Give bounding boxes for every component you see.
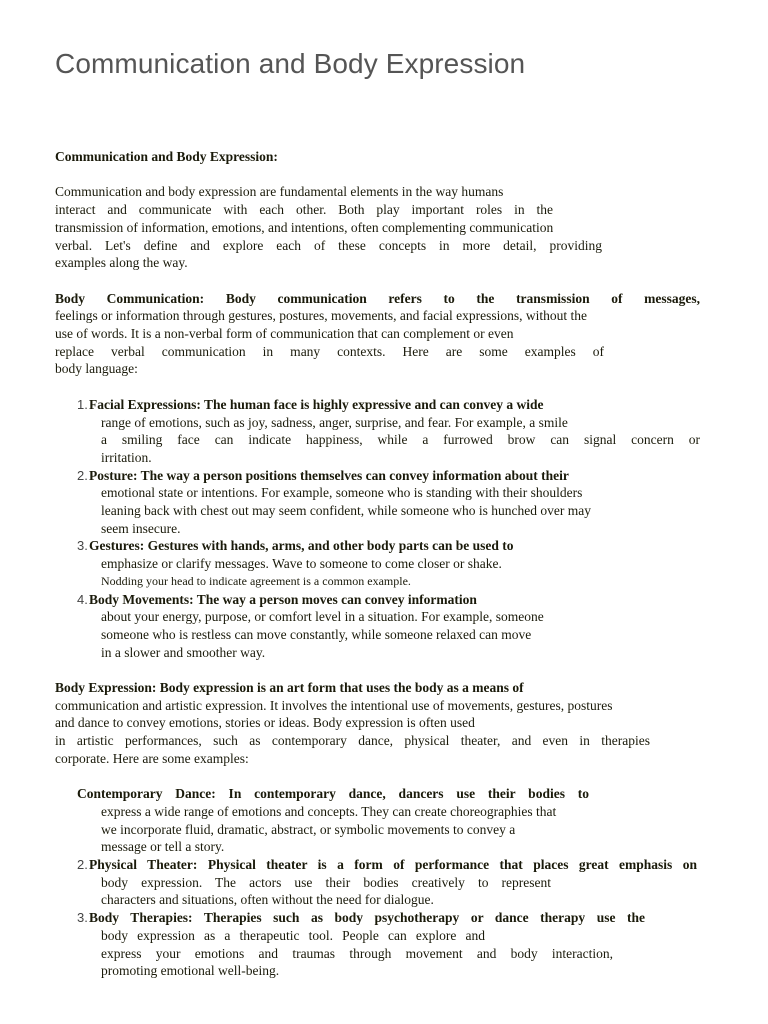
list-item-line: body expression. The actors use their bodies creatively to represent bbox=[101, 874, 551, 890]
intro-line: transmission of information, emotions, and intentions, often complementing communication bbox=[55, 219, 554, 235]
list-item-line: emotional state or intentions. For example, someone who is standing with their shoulders bbox=[101, 485, 583, 501]
body-expression-line: in artistic performances, such as contemporary dance, physical theater, and even in therapies bbox=[55, 733, 650, 749]
body-language-list bbox=[55, 396, 700, 662]
list-item bbox=[55, 591, 700, 662]
list-item-line: emphasize or clarify messages. Wave to someone to come closer or shake. bbox=[101, 556, 502, 572]
list-number: 3. bbox=[77, 910, 88, 926]
intro-line: Communication and body expression are fundamental elements in the way humans bbox=[55, 184, 504, 200]
list-item-line: we incorporate fluid, dramatic, abstract, or symbolic movements to convey a bbox=[101, 821, 516, 837]
list-item-line: characters and situations, often without the need for dialogue. bbox=[101, 892, 434, 908]
body-communication-line: feelings or information through gestures, postures, movements, and facial expressions, without the bbox=[55, 308, 588, 324]
list-item-line: about your energy, purpose, or comfort level in a situation. For example, someone bbox=[101, 609, 544, 625]
list-item-heading: Body Therapies: Therapies such as body psychotherapy or dance therapy use the bbox=[89, 910, 645, 926]
list-item-line: in a slower and smoother way. bbox=[101, 644, 266, 660]
list-item-line: promoting emotional well-being. bbox=[101, 963, 280, 979]
intro-line: verbal. Let's define and explore each of these concepts in more detail, providing bbox=[55, 237, 602, 253]
list-item-line: someone who is restless can move constantly, while someone relaxed can move bbox=[101, 626, 532, 642]
list-item-heading: Physical Theater: Physical theater is a form of performance that places great emphasis on bbox=[89, 857, 697, 873]
list-item bbox=[55, 909, 700, 980]
list-item bbox=[55, 856, 700, 909]
list-item-line: leaning back with chest out may seem confident, while someone who is hunched over may bbox=[101, 503, 591, 519]
list-item-line: express your emotions and traumas through movement and body interaction, bbox=[101, 945, 613, 961]
list-item bbox=[55, 785, 700, 856]
list-number: 4. bbox=[77, 591, 88, 607]
list-item-heading: Facial Expressions: The human face is highly expressive and can convey a wide bbox=[89, 396, 544, 412]
list-number: 1. bbox=[77, 396, 88, 412]
list-item-line: express a wide range of emotions and concepts. They can create choreographies that bbox=[101, 803, 557, 819]
list-item-line: irritation. bbox=[101, 449, 152, 465]
body-expression-line: corporate. Here are some examples: bbox=[55, 750, 249, 766]
section-heading: Communication and Body Expression: bbox=[55, 149, 278, 164]
list-item-heading: Body Movements: The way a person moves can convey information bbox=[89, 591, 477, 607]
document-body bbox=[55, 148, 700, 980]
page-title: Communication and Body Expression bbox=[55, 48, 526, 79]
body-expression-line: and dance to convey emotions, stories or ideas. Body expression is often used bbox=[55, 715, 475, 731]
list-item-line: body expression as a therapeutic tool. People can explore and bbox=[101, 927, 485, 943]
intro-line: interact and communicate with each other. Both play important roles in the bbox=[55, 202, 553, 218]
body-communication-line: body language: bbox=[55, 361, 138, 377]
list-item-line: message or tell a story. bbox=[101, 839, 225, 855]
list-item-heading: Contemporary Dance: In contemporary dance, dancers use their bodies to bbox=[77, 786, 589, 802]
list-number: 2. bbox=[77, 467, 88, 483]
list-item bbox=[55, 537, 700, 590]
list-item-heading: Gestures: Gestures with hands, arms, and other body parts can be used to bbox=[89, 538, 514, 554]
list-number: 3. bbox=[77, 538, 88, 554]
list-item bbox=[55, 467, 700, 538]
list-item-heading: Posture: The way a person positions themselves can convey information about their bbox=[89, 467, 569, 483]
list-item-line: range of emotions, such as joy, sadness, anger, surprise, and fear. For example, a smile bbox=[101, 414, 568, 430]
intro-paragraph bbox=[55, 183, 700, 272]
intro-line: examples along the way. bbox=[55, 255, 188, 271]
list-item-line: seem insecure. bbox=[101, 520, 181, 536]
list-item-line: a smiling face can indicate happiness, while a furrowed brow can signal concern or bbox=[101, 432, 700, 448]
body-expression-list bbox=[55, 785, 700, 980]
body-expression-paragraph bbox=[55, 679, 700, 768]
body-communication-line: use of words. It is a non-verbal form of communication that can complement or even bbox=[55, 326, 514, 341]
body-communication-lead: Body Communication: Body communication refers to the transmission of messages, bbox=[55, 290, 700, 306]
body-communication-line: replace verbal communication in many contexts. Here are some examples of bbox=[55, 343, 604, 359]
list-number: 2. bbox=[77, 857, 88, 873]
list-item-line: Nodding your head to indicate agreement is a common example. bbox=[101, 573, 411, 588]
body-expression-line: communication and artistic expression. It involves the intentional use of movements, gestures, postures bbox=[55, 697, 613, 713]
body-communication-paragraph bbox=[55, 290, 700, 379]
list-item bbox=[55, 396, 700, 467]
body-expression-lead: Body Expression: Body expression is an art form that uses the body as a means of bbox=[55, 680, 524, 696]
